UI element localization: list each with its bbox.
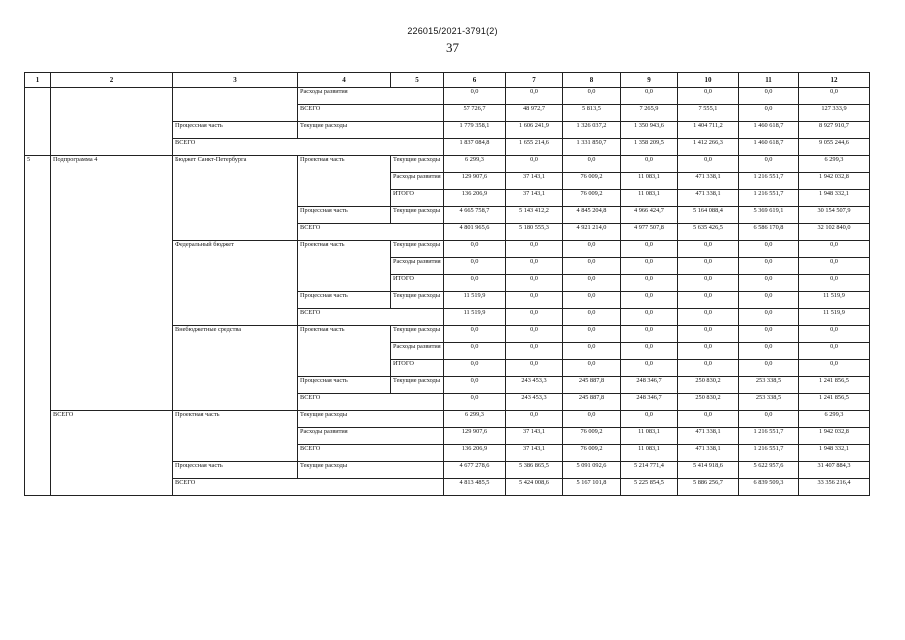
row-label: Текущие расходы	[298, 122, 444, 139]
value-cell: 5 369 619,1	[739, 207, 799, 224]
value-cell: 0,0	[678, 309, 739, 326]
value-cell: 1 216 551,7	[739, 173, 799, 190]
table-row	[25, 156, 870, 173]
value-cell: 0,0	[506, 156, 563, 173]
value-cell: 5 622 957,6	[739, 462, 799, 479]
value-cell: 0,0	[444, 360, 506, 377]
value-cell: 250 830,2	[678, 394, 739, 411]
value-cell: 0,0	[563, 411, 621, 428]
row-label: ВСЕГО	[298, 309, 444, 326]
value-cell: 245 887,8	[563, 394, 621, 411]
cell-col3	[173, 88, 298, 122]
value-cell: 76 009,2	[563, 173, 621, 190]
value-cell: 248 346,7	[621, 394, 678, 411]
row-label: Проектная часть	[298, 156, 391, 207]
value-cell: 0,0	[739, 105, 799, 122]
value-cell: 0,0	[739, 411, 799, 428]
value-cell: 5 164 088,4	[678, 207, 739, 224]
value-cell: 0,0	[739, 360, 799, 377]
value-cell: 1 948 332,1	[799, 445, 870, 462]
value-cell: 6 299,3	[444, 411, 506, 428]
value-cell: 0,0	[799, 275, 870, 292]
value-cell: 1 358 209,5	[621, 139, 678, 156]
funding-source-label: Бюджет Санкт-Петербурга	[173, 156, 298, 241]
value-cell: 129 907,6	[444, 428, 506, 445]
row-label: Текущие расходы	[391, 292, 444, 309]
value-cell: 1 404 711,2	[678, 122, 739, 139]
value-cell: 0,0	[621, 88, 678, 105]
value-cell: 0,0	[739, 343, 799, 360]
value-cell: 0,0	[799, 360, 870, 377]
subprogram-label: Подпрограмма 4	[51, 156, 173, 411]
col-header: 2	[51, 73, 173, 88]
value-cell: 1 942 032,8	[799, 173, 870, 190]
value-cell: 0,0	[563, 275, 621, 292]
total-label: ВСЕГО	[51, 411, 173, 496]
value-cell: 0,0	[621, 292, 678, 309]
value-cell: 0,0	[739, 275, 799, 292]
value-cell: 1 331 850,7	[563, 139, 621, 156]
value-cell: 0,0	[678, 241, 739, 258]
value-cell: 0,0	[621, 275, 678, 292]
row-label: ИТОГО	[391, 275, 444, 292]
value-cell: 6 586 170,8	[739, 224, 799, 241]
value-cell: 0,0	[563, 360, 621, 377]
value-cell: 11 083,1	[621, 445, 678, 462]
row-label: Процессная часть	[298, 292, 391, 309]
value-cell: 5 414 918,6	[678, 462, 739, 479]
value-cell: 253 338,5	[739, 377, 799, 394]
value-cell: 76 009,2	[563, 428, 621, 445]
value-cell: 1 350 943,6	[621, 122, 678, 139]
value-cell: 136 206,9	[444, 445, 506, 462]
row-label: ВСЕГО	[298, 224, 444, 241]
table-row	[25, 411, 870, 428]
value-cell: 0,0	[678, 343, 739, 360]
value-cell: 32 102 840,0	[799, 224, 870, 241]
cell-col1	[25, 88, 51, 156]
value-cell: 0,0	[621, 326, 678, 343]
funding-source-label: Федеральный бюджет	[173, 241, 298, 326]
value-cell: 5 886 256,7	[678, 479, 739, 496]
row-label: Процессная часть	[173, 122, 298, 139]
value-cell: 1 216 551,7	[739, 445, 799, 462]
funding-source-label: Внебюджетные средства	[173, 326, 298, 411]
value-cell: 0,0	[678, 411, 739, 428]
value-cell: 0,0	[506, 309, 563, 326]
value-cell: 0,0	[739, 258, 799, 275]
value-cell: 1 942 032,8	[799, 428, 870, 445]
value-cell: 253 338,5	[739, 394, 799, 411]
value-cell: 1 412 266,3	[678, 139, 739, 156]
row-label: ВСЕГО	[298, 445, 444, 462]
value-cell: 0,0	[739, 241, 799, 258]
value-cell: 0,0	[444, 326, 506, 343]
row-label: Проектная часть	[173, 411, 298, 462]
value-cell: 6 299,3	[444, 156, 506, 173]
value-cell: 1 326 037,2	[563, 122, 621, 139]
row-label: Текущие расходы	[391, 377, 444, 394]
value-cell: 0,0	[739, 156, 799, 173]
value-cell: 5 813,5	[563, 105, 621, 122]
value-cell: 30 154 507,9	[799, 207, 870, 224]
value-cell: 0,0	[506, 360, 563, 377]
value-cell: 0,0	[678, 292, 739, 309]
value-cell: 0,0	[563, 258, 621, 275]
value-cell: 0,0	[563, 309, 621, 326]
value-cell: 245 887,8	[563, 377, 621, 394]
row-label: Текущие расходы	[298, 411, 444, 428]
value-cell: 5 180 555,3	[506, 224, 563, 241]
value-cell: 1 241 856,5	[799, 394, 870, 411]
value-cell: 1 241 856,5	[799, 377, 870, 394]
row-label: Текущие расходы	[391, 207, 444, 224]
value-cell: 4 677 278,6	[444, 462, 506, 479]
value-cell: 0,0	[506, 292, 563, 309]
row-label: Расходы развития	[391, 343, 444, 360]
value-cell: 48 972,7	[506, 105, 563, 122]
cell-col2	[51, 88, 173, 156]
col-header: 12	[799, 73, 870, 88]
value-cell: 11 519,9	[444, 292, 506, 309]
col-header: 8	[563, 73, 621, 88]
value-cell: 0,0	[621, 258, 678, 275]
value-cell: 0,0	[444, 275, 506, 292]
value-cell: 0,0	[506, 88, 563, 105]
col-header: 10	[678, 73, 739, 88]
value-cell: 6 299,3	[799, 156, 870, 173]
row-label: Процессная часть	[298, 377, 391, 394]
value-cell: 0,0	[621, 241, 678, 258]
value-cell: 6 839 509,3	[739, 479, 799, 496]
value-cell: 1 216 551,7	[739, 428, 799, 445]
value-cell: 11 083,1	[621, 190, 678, 207]
col-header: 11	[739, 73, 799, 88]
table-row	[25, 88, 870, 105]
row-label: ВСЕГО	[173, 139, 444, 156]
value-cell: 8 927 910,7	[799, 122, 870, 139]
cell-col1: 5	[25, 156, 51, 496]
value-cell: 0,0	[621, 343, 678, 360]
value-cell: 471 338,1	[678, 173, 739, 190]
row-label: Процессная часть	[173, 462, 298, 479]
value-cell: 0,0	[621, 411, 678, 428]
value-cell: 11 083,1	[621, 173, 678, 190]
value-cell: 4 921 214,0	[563, 224, 621, 241]
col-header: 4	[298, 73, 391, 88]
value-cell: 1 460 618,7	[739, 139, 799, 156]
value-cell: 0,0	[799, 326, 870, 343]
value-cell: 0,0	[444, 88, 506, 105]
col-header: 9	[621, 73, 678, 88]
value-cell: 127 333,9	[799, 105, 870, 122]
row-label: Расходы развития	[391, 258, 444, 275]
value-cell: 76 009,2	[563, 190, 621, 207]
value-cell: 0,0	[444, 394, 506, 411]
value-cell: 0,0	[563, 292, 621, 309]
value-cell: 4 977 507,8	[621, 224, 678, 241]
value-cell: 37 143,1	[506, 428, 563, 445]
value-cell: 5 225 854,5	[621, 479, 678, 496]
value-cell: 471 338,1	[678, 445, 739, 462]
value-cell: 0,0	[678, 156, 739, 173]
row-label: Расходы развития	[391, 173, 444, 190]
value-cell: 9 055 244,6	[799, 139, 870, 156]
value-cell: 0,0	[621, 360, 678, 377]
value-cell: 37 143,1	[506, 173, 563, 190]
value-cell: 5 386 865,5	[506, 462, 563, 479]
value-cell: 0,0	[506, 326, 563, 343]
value-cell: 57 726,7	[444, 105, 506, 122]
col-header: 1	[25, 73, 51, 88]
budget-table	[24, 72, 870, 496]
value-cell: 5 167 101,8	[563, 479, 621, 496]
value-cell: 0,0	[678, 326, 739, 343]
col-header: 7	[506, 73, 563, 88]
value-cell: 0,0	[444, 343, 506, 360]
row-label: Текущие расходы	[391, 241, 444, 258]
row-label: ИТОГО	[391, 190, 444, 207]
row-label: ИТОГО	[391, 360, 444, 377]
row-label: Проектная часть	[298, 241, 391, 292]
value-cell: 0,0	[678, 360, 739, 377]
value-cell: 243 453,3	[506, 377, 563, 394]
value-cell: 0,0	[799, 258, 870, 275]
value-cell: 4 665 758,7	[444, 207, 506, 224]
value-cell: 0,0	[678, 258, 739, 275]
document-id: 226015/2021-3791(2)	[407, 26, 498, 36]
value-cell: 0,0	[739, 88, 799, 105]
row-label: Расходы развития	[298, 428, 444, 445]
value-cell: 6 299,3	[799, 411, 870, 428]
row-label: Процессная часть	[298, 207, 391, 224]
col-header: 6	[444, 73, 506, 88]
value-cell: 4 801 965,6	[444, 224, 506, 241]
value-cell: 5 214 771,4	[621, 462, 678, 479]
value-cell: 5 143 412,2	[506, 207, 563, 224]
value-cell: 5 424 008,6	[506, 479, 563, 496]
value-cell: 11 519,9	[799, 309, 870, 326]
value-cell: 0,0	[444, 258, 506, 275]
value-cell: 471 338,1	[678, 190, 739, 207]
value-cell: 37 143,1	[506, 445, 563, 462]
value-cell: 0,0	[444, 241, 506, 258]
row-label: Текущие расходы	[391, 156, 444, 173]
value-cell: 7 265,9	[621, 105, 678, 122]
column-header-row	[25, 73, 870, 88]
value-cell: 471 338,1	[678, 428, 739, 445]
row-label: Проектная часть	[298, 326, 391, 377]
value-cell: 0,0	[506, 241, 563, 258]
value-cell: 1 460 618,7	[739, 122, 799, 139]
page-number: 37	[446, 40, 459, 55]
value-cell: 0,0	[444, 377, 506, 394]
col-header: 3	[173, 73, 298, 88]
value-cell: 0,0	[563, 88, 621, 105]
value-cell: 243 453,3	[506, 394, 563, 411]
row-label: ВСЕГО	[298, 394, 444, 411]
value-cell: 136 206,9	[444, 190, 506, 207]
value-cell: 0,0	[621, 156, 678, 173]
value-cell: 0,0	[506, 275, 563, 292]
value-cell: 0,0	[739, 309, 799, 326]
value-cell: 7 555,1	[678, 105, 739, 122]
value-cell: 0,0	[799, 88, 870, 105]
value-cell: 0,0	[621, 309, 678, 326]
row-label: Текущие расходы	[391, 326, 444, 343]
value-cell: 37 143,1	[506, 190, 563, 207]
value-cell: 1 779 358,1	[444, 122, 506, 139]
value-cell: 5 635 426,5	[678, 224, 739, 241]
value-cell: 11 519,9	[444, 309, 506, 326]
col-header: 5	[391, 73, 444, 88]
value-cell: 129 907,6	[444, 173, 506, 190]
row-label: Текущие расходы	[298, 462, 444, 479]
value-cell: 1 216 551,7	[739, 190, 799, 207]
row-label: ВСЕГО	[298, 105, 444, 122]
value-cell: 11 519,9	[799, 292, 870, 309]
value-cell: 0,0	[739, 292, 799, 309]
value-cell: 248 346,7	[621, 377, 678, 394]
value-cell: 0,0	[799, 343, 870, 360]
value-cell: 0,0	[506, 343, 563, 360]
value-cell: 0,0	[678, 275, 739, 292]
value-cell: 0,0	[563, 326, 621, 343]
value-cell: 4 845 204,8	[563, 207, 621, 224]
value-cell: 4 966 424,7	[621, 207, 678, 224]
value-cell: 0,0	[506, 411, 563, 428]
value-cell: 1 948 332,1	[799, 190, 870, 207]
value-cell: 1 606 241,9	[506, 122, 563, 139]
value-cell: 0,0	[506, 258, 563, 275]
value-cell: 0,0	[799, 241, 870, 258]
value-cell: 0,0	[563, 343, 621, 360]
value-cell: 0,0	[563, 156, 621, 173]
value-cell: 11 083,1	[621, 428, 678, 445]
value-cell: 4 813 485,5	[444, 479, 506, 496]
value-cell: 0,0	[678, 88, 739, 105]
value-cell: 31 407 884,3	[799, 462, 870, 479]
value-cell: 1 837 084,8	[444, 139, 506, 156]
value-cell: 0,0	[563, 241, 621, 258]
value-cell: 33 356 216,4	[799, 479, 870, 496]
value-cell: 76 009,2	[563, 445, 621, 462]
row-label: ВСЕГО	[173, 479, 444, 496]
value-cell: 0,0	[739, 326, 799, 343]
value-cell: 5 091 092,6	[563, 462, 621, 479]
value-cell: 1 655 214,6	[506, 139, 563, 156]
row-label: Расходы развития	[298, 88, 444, 105]
value-cell: 250 830,2	[678, 377, 739, 394]
